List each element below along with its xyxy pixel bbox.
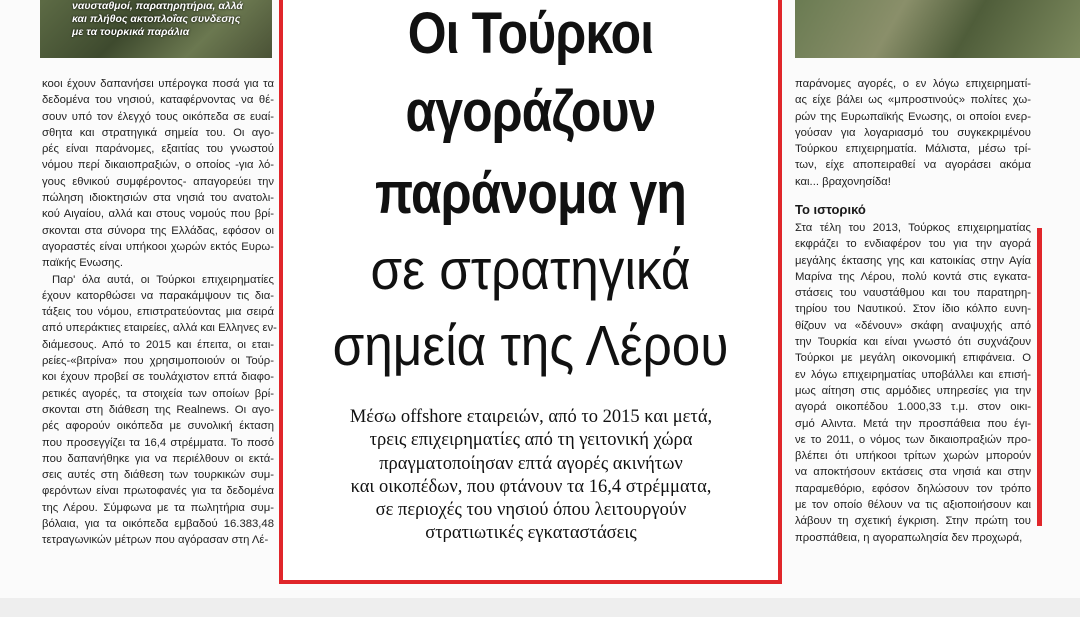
article-line: θίζουν να «δένουν» σκάφη αναψυχής από <box>795 319 1031 332</box>
photo-caption <box>72 0 272 39</box>
article-line: αγορά οικοπέδου 1.000,33 τ.μ. στον οικι- <box>795 401 1031 414</box>
article-line: βλέπει ότι υπήκοοι τρίτων χωρών μπορούν <box>795 450 1031 463</box>
article-line: σθητα και στρατηγικά σημεία του. Οι αγο- <box>42 126 274 139</box>
article-line: πώληση ιδιοκτησιών στα νησιά του ανατολι- <box>42 192 274 205</box>
article-line: νόμου περί δικαιοπραξιών, ο οποίος -για λό- <box>42 159 274 172</box>
article-line: και... βραχονησίδα! <box>795 175 891 188</box>
article-line: γούσαν για λογαριασμό του συγκεκριμένου <box>795 126 1031 139</box>
headline-subline: σημεία της Λέρου <box>332 314 729 378</box>
lead-line: στρατιωτικές εγκαταστάσεις <box>425 523 637 544</box>
article-line: Στα τέλη του 2013, Τούρκος επιχειρηματίας <box>795 222 1031 234</box>
article-line: των, είχε αποπειραθεί να αγοράσει ακόμα <box>795 159 1031 172</box>
article-line: σεις αυτές στη διάθεση των τουρκικών συμ- <box>42 469 274 482</box>
article-line: μως αίτηση στις αρμόδιες υπηρεσίες για την <box>795 384 1031 397</box>
article-line: εκφράζει το ενδιαφέρον του για την αγορά <box>795 238 1031 251</box>
article-line: που προσεγγίζει τα 16,4 στρέμματα. Το ποσό <box>42 436 274 449</box>
article-line: ας είχε βάλει ως «μπροστινούς» πολίτες χω- <box>795 94 1031 107</box>
top-right-photo <box>795 0 1080 58</box>
article-line: ρών της Ευρωπαϊκής Ενωσης, οι οποίοι ενερ- <box>795 110 1031 123</box>
article-line: μεγάλης έκτασης γης και κατοικίας στην Αγία <box>795 254 1031 267</box>
article-line: Τούρκου επιχειρηματία. Μάλιστα, μέσω τρί- <box>795 143 1031 156</box>
lead-line: σε περιοχές του νησιού όπου λειτουργούν <box>375 500 687 521</box>
page-bottom-strip <box>0 598 1080 617</box>
article-line: ρετικές αγορές, τα στοιχεία των οποίων βρί- <box>42 387 274 400</box>
article-line: της Λέρου. Σύμφωνα με τα πωλητήρια συμ- <box>42 501 274 514</box>
article-line: Μαρίνα της Λέρου, πολύ κοντά στις εγκατα- <box>795 270 1031 283</box>
article-line: την Τουρκία και είναι γνωστό ότι συχνάζουν <box>795 336 1031 349</box>
caption-line: και πλήθος ακτοπλοΐας συνδεσης <box>72 13 241 25</box>
article-line: σμό Αλιντα. Μετά την προσπάθεια που έγι- <box>795 417 1031 430</box>
article-line: νε το 2011, ο νόμος των δικαιοπραξιών προ- <box>795 433 1031 446</box>
article-line: λάβουν τη σχετική έγκριση. Στην πρώτη του <box>795 515 1031 528</box>
article-line: σκονται στα σύνορα της Ελλάδας, εφόσον οι <box>42 224 274 237</box>
caption-line: ναυσταθμοί, παρατηρητήρια, αλλά <box>72 0 243 12</box>
article-line: Τούρκοι με μεγάλη οικονομική επιφάνεια. Ο <box>795 352 1031 365</box>
article-line: γους εθνικού συμφέροντος- απαγορεύει την <box>42 175 274 188</box>
article-line: βόλαια, για τα οικόπεδα εμβαδού 16.383,48 <box>42 518 274 531</box>
article-line: παραμεθόριο, εφόσον δηλώσουν τον τρόπο <box>795 482 1031 495</box>
headline-line: αγοράζουν <box>405 79 656 144</box>
article-line: προσπάθεια, η αγοραπωλησία δεν προχωρά, <box>795 531 1023 544</box>
article-line: που δαπανήθηκε για να περιέλθουν οι εκτά- <box>42 452 274 465</box>
article-line: ρές είναι παράνομες, εξαιτίας του γνωστού <box>42 143 274 156</box>
article-line: ρείες-«βιτρίνα» που χρησιμοποιούν οι Τούρ- <box>42 355 274 368</box>
article-line: στάσεις του ναυστάθμου και του παρατηρη- <box>795 287 1031 300</box>
article-line: από υπεράκτιες εταιρείες, αλλά και Ελληνες εν- <box>42 322 277 335</box>
article-line: παράνομες αγορές, ο εν λόγω επιχειρηματί- <box>795 78 1031 90</box>
article-line: διάμεσους. Από το 2015 και έπειτα, οι εται- <box>42 338 274 351</box>
section-subhead: Το ιστορικό <box>795 202 866 217</box>
right-article-column-top <box>795 76 1031 190</box>
article-line: σκονται στη διάθεση της Realnews. Οι αγο- <box>42 403 274 416</box>
article-line: αγοραστές είναι υπήκοοι χωρών εκτός Ευρω- <box>42 240 274 253</box>
red-accent-bar <box>1037 228 1042 526</box>
lead-paragraph <box>293 406 769 546</box>
article-line: κοι έχουν προβεί σε τουλάχιστον επτά διαφο- <box>42 371 274 384</box>
article-line: κού Αιγαίου, αλλά και στους νομούς που βρί- <box>42 208 274 221</box>
headline-line: Οι Τούρκοι <box>407 1 654 66</box>
lead-line: και οικοπέδων, που φτάνουν τα 16,4 στρέμματα, <box>350 476 712 497</box>
article-line: κοοι έχουν δαπανήσει υπέρογκα ποσά για τα <box>42 78 274 90</box>
article-line: εν λόγω επιχειρηματίας υποβάλλει και επισή- <box>795 368 1031 381</box>
article-line: φερόντων είναι πρωτοφανές για τα δεδομένα <box>42 485 274 498</box>
article-line: Παρ' όλα αυτά, οι Τούρκοι επιχειρηματίες <box>52 273 274 286</box>
headline-box <box>279 0 782 584</box>
lead-line: πραγματοποίησαν επτά αγορές ακινήτων <box>379 453 683 474</box>
headline-line: παράνομα γη <box>375 161 686 226</box>
lead-line: Μέσω offshore εταιρειών, από το 2015 και μετά, <box>349 407 713 427</box>
article-line: ρές αφορούν οικόπεδα με συνολική έκταση <box>42 420 274 433</box>
lead-line: τρεις επιχειρηματίες από τη γειτονική χώρα <box>369 430 693 451</box>
left-article-column <box>42 76 277 549</box>
article-line: τηρίου του Ναυτικού. Στον ίδιο κόλπο ευνη- <box>795 303 1031 316</box>
article-line: έχουν κατορθώσει να παρακάμψουν τις δια- <box>42 289 274 302</box>
article-line: να αποκτήσουν εκτάσεις στα νησιά και στην <box>795 466 1031 479</box>
article-line: τάξεις του νόμου, επιστρατεύοντας μια σειρά <box>42 306 274 319</box>
caption-line: με τα τουρκικά παράλια <box>72 26 190 38</box>
right-article-column-bottom <box>795 220 1031 546</box>
article-line: σουν υπό τον έλεγχό τους οικόπεδα σε ευαί- <box>42 110 274 123</box>
article-line: παϊκής Ενωσης. <box>42 257 124 270</box>
article-line: με τον οποίο θέλουν να τις αξιοποιήσουν και <box>795 499 1031 512</box>
article-line: δεδομένα του νησιού, καταφέρνοντας να θέ- <box>42 94 274 107</box>
article-line: τετραγωνικών μέτρων που αγόρασαν στη Λέ- <box>42 534 269 547</box>
headline-subline: σε στρατηγικά <box>370 238 691 302</box>
